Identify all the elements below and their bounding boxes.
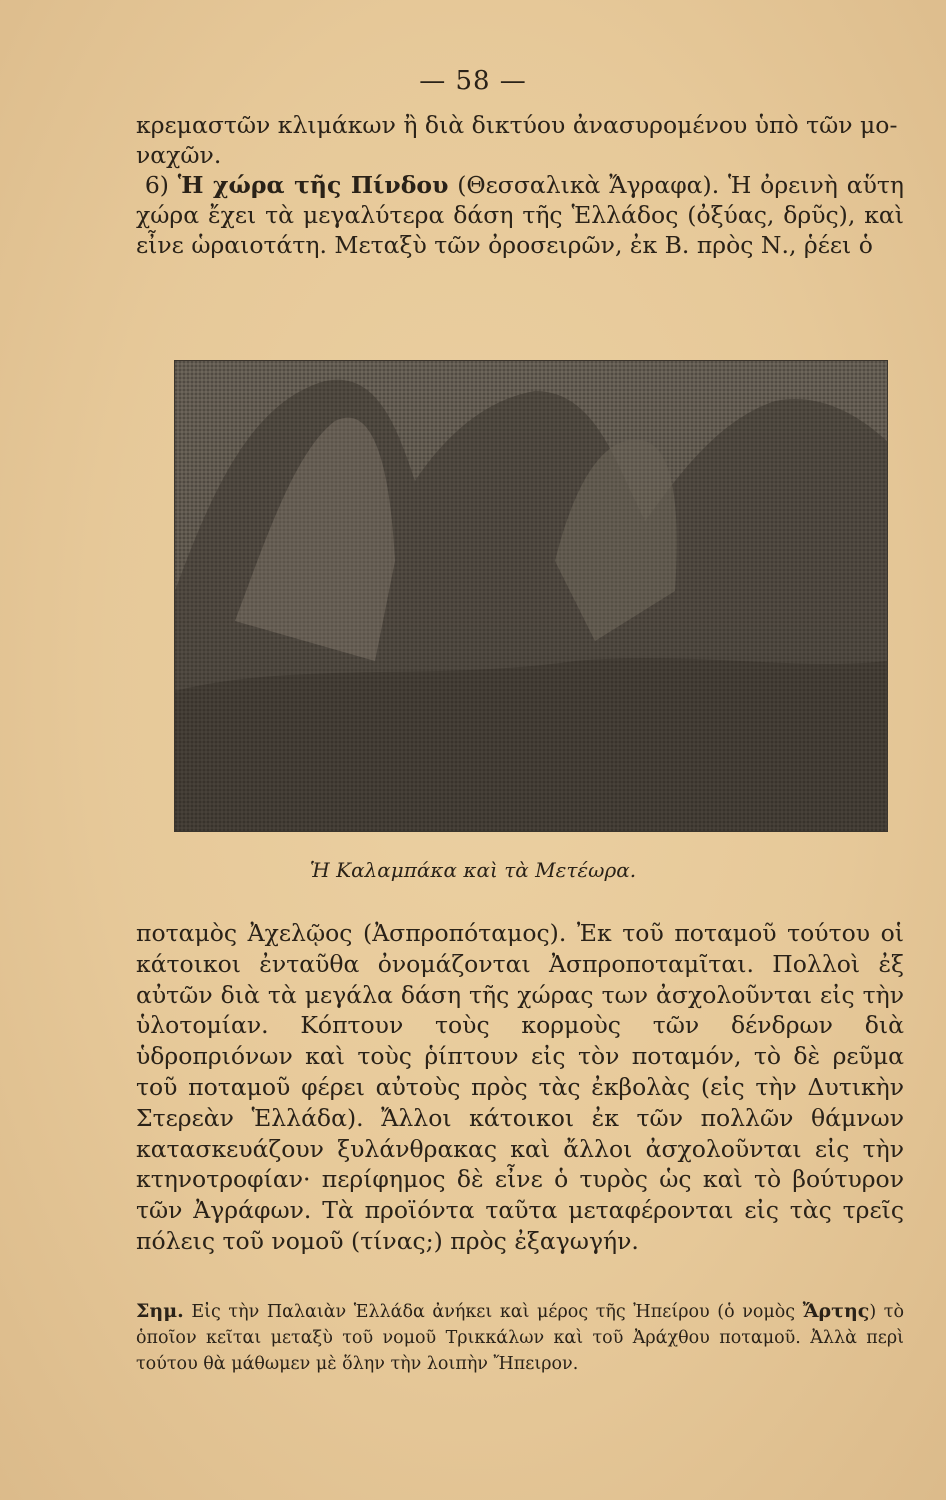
footnote-text: Εἰς τὴν Παλαιὰν Ἑλλάδα ἀνήκει καὶ μέρος τῆς Ἠπείρου (ὁ νομὸς <box>191 1302 796 1322</box>
footnote-text-2: ) τὸ ὁποῖον κεῖται μεταξὺ τοῦ νομοῦ Τρικκάλων καὶ τοῦ Ἀράχθου ποταμοῦ. Ἀλλὰ περὶ τούτου θὰ μάθωμεν μὲ ὅλην τὴν λοιπὴν Ἤπειρον. <box>136 1302 904 1374</box>
top-paragraph <box>136 110 904 260</box>
top-line-1: κρεμαστῶν κλιμάκων ἢ διὰ δικτύου ἀνασυρομένου ὑπὸ τῶν μο- <box>136 111 898 139</box>
photo-halftone <box>175 361 887 831</box>
page-number: — 58 — <box>419 66 527 96</box>
footnote <box>136 1298 904 1377</box>
top-line-2: ναχῶν. <box>136 141 222 169</box>
photo-caption: Ἡ Καλαμπάκα καὶ τὰ Μετέωρα. <box>309 858 637 882</box>
section-paragraph <box>136 170 904 260</box>
section-heading: Ἡ χώρα τῆς Πίνδου <box>177 171 449 199</box>
section-region: (Θεσσαλικὰ Ἄγραφα). <box>457 171 720 199</box>
footnote-bold-word: Ἄρτης <box>802 1300 870 1322</box>
photo-kalambaka-meteora <box>174 360 888 832</box>
footnote-label: Σημ. <box>136 1300 184 1322</box>
bottom-paragraph: ποταμὸς Ἀχελῷος (Ἀσπροπόταμος). Ἐκ τοῦ ποταμοῦ τούτου οἱ κάτοικοι ἐνταῦθα ὀνομάζονται Ἀσπροποταμῖται. Πολλοὶ ἐξ αὐτῶν διὰ τὰ μεγάλα δάση τῆς χώρας των ἀσχολοῦνται εἰς τὴν ὑλοτομίαν. Κόπτουν τοὺς κορμοὺς τῶν δένδρων διὰ ὑδροπριόνων καὶ τοὺς ῥίπτουν εἰς τὸν ποταμόν, τὸ δὲ ρεῦμα τοῦ ποταμοῦ φέρει αὐτοὺς πρὸς τὰς ἐκβολὰς (εἰς τὴν Δυτικὴν Στερεὰν Ἑλλάδα). Ἄλλοι κάτοικοι ἐκ τῶν πολλῶν θάμνων κατασκευάζουν ξυλάνθρακας καὶ ἄλλοι ἀσχολοῦνται εἰς τὴν κτηνοτροφίαν· περίφημος δὲ εἶνε ὁ τυρὸς ὡς καὶ τὸ βούτυρον τῶν Ἀγράφων. Τὰ προϊόντα ταῦτα μεταφέρονται εἰς τὰς τρεῖς πόλεις τοῦ νομοῦ (τίνας;) πρὸς ἐξαγωγήν. <box>136 919 904 1255</box>
section-marker: 6) <box>144 171 169 199</box>
section-text: Ἡ ὀρεινὴ αὕτη χώρα ἔχει τὰ μεγαλύτερα δάση τῆς Ἑλλάδος (ὀξύας, δρῦς), καὶ εἶνε ὡραιοτάτη. Μεταξὺ τῶν ὀροσειρῶν, ἐκ Β. πρὸς Ν., ῥέει ὁ <box>136 171 904 259</box>
